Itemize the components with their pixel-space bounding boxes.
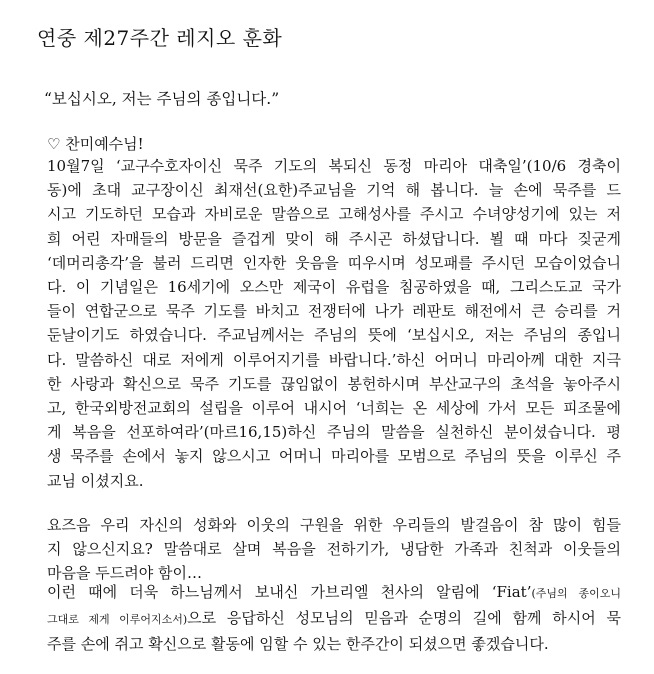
paragraph-1-line: 게 복음을 선포하여라’(마르16,15)하신 주님의 말씀을 실천하신 분이셨습니다. 평: [47, 423, 621, 442]
paragraph-3-note: 그대로 제게 이루어지소서): [47, 613, 188, 627]
paragraph-1-line: 교님 이셨지요.: [47, 471, 144, 490]
paragraph-2-line: 마음을 두드려야 함이…: [47, 564, 202, 583]
paragraph-1-line: 다. 말씀하신 대로 저에게 이루어지기를 바랍니다.’하신 어머니 마리아께 대한 지극: [47, 350, 621, 369]
paragraph-3-line: [47, 606, 621, 632]
paragraph-1-line: 동)에 초대 교구장이신 최재선(요한)주교님을 기억 해 봅니다. 늘 손에 묵주를 드: [47, 181, 621, 200]
paragraph-1-line: 시고 기도하던 모습과 자비로운 말씀으로 고해성사를 주시고 수녀양성기에 있는 저: [47, 205, 621, 224]
paragraph-1-line: 희 어린 자매들의 방문을 즐겁게 맞이 해 주시곤 하셨답니다. 뵐 때 마다 짖굳게: [47, 229, 621, 248]
paragraph-1-line: 한 사랑과 확신으로 묵주 기도를 끊임없이 봉헌하시며 부산교구의 초석을 놓아주시: [47, 374, 621, 393]
paragraph-3-line: 주를 손에 쥐고 확신으로 활동에 임할 수 있는 한주간이 되셨으면 좋겠습니다.: [47, 635, 549, 654]
paragraph-3-text: 이런 때에 더욱 하느님께서 보내신 가브리엘 천사의 알림에 ‘Fiat’: [47, 583, 532, 601]
paragraph-2-line: 지 않으신지요? 말씀대로 살며 복음을 전하기가, 냉담한 가족과 친척과 이웃들의: [47, 540, 621, 559]
paragraph-2: [47, 513, 621, 586]
paragraph-3: [47, 580, 621, 657]
paragraph-1-line: 생 묵주를 손에서 놓지 않으시고 어머니 마리아를 모범으로 주님의 뜻을 이루신 주: [47, 447, 621, 466]
greeting: ♡ 찬미예수님!: [47, 135, 144, 153]
paragraph-1-line: 고, 한국외방전교회의 설립을 이루어 내시어 ‘너희는 온 세상에 가서 모든 피조물에: [47, 399, 621, 418]
paragraph-1-line: 둔날이기도 하였습니다. 주교님께서는 주님의 뜻에 ‘보십시오, 저는 주님의 종입니: [47, 326, 621, 345]
scripture-quote: “보십시오, 저는 주님의 종입니다.”: [44, 90, 280, 108]
paragraph-3-line: [47, 580, 621, 606]
paragraph-3-text: 으로 응답하신 성모님의 믿음과 순명의 길에 함께 하시어 묵: [187, 609, 621, 628]
paragraph-2-line: 요즈음 우리 자신의 성화와 이웃의 구원을 위한 우리들의 발걸음이 참 많이 힘들: [47, 516, 621, 534]
paragraph-1-line: 들이 연합군으로 묵주 기도를 바치고 전쟁터에 나가 레판토 해전에서 큰 승리를 거: [47, 302, 621, 321]
paragraph-1-line: ‘데머리총각’을 불러 드리면 인자한 웃음을 띠우시며 성모패를 주시던 모습이었습니: [47, 253, 621, 272]
paragraph-3-note: (주님의 종이오니: [531, 587, 621, 600]
paragraph-1-line: 10월7일 ‘교구수호자이신 묵주 기도의 복되신 동정 마리아 대축일’(10/6 경축이: [47, 157, 621, 175]
document-title: 연중 제27주간 레지오 훈화: [37, 26, 283, 50]
paragraph-1: [47, 154, 621, 493]
paragraph-1-line: 다. 이 기념일은 16세기에 오스만 제국이 유럽을 침공하였을 때, 그리스도교 국가: [47, 278, 621, 297]
